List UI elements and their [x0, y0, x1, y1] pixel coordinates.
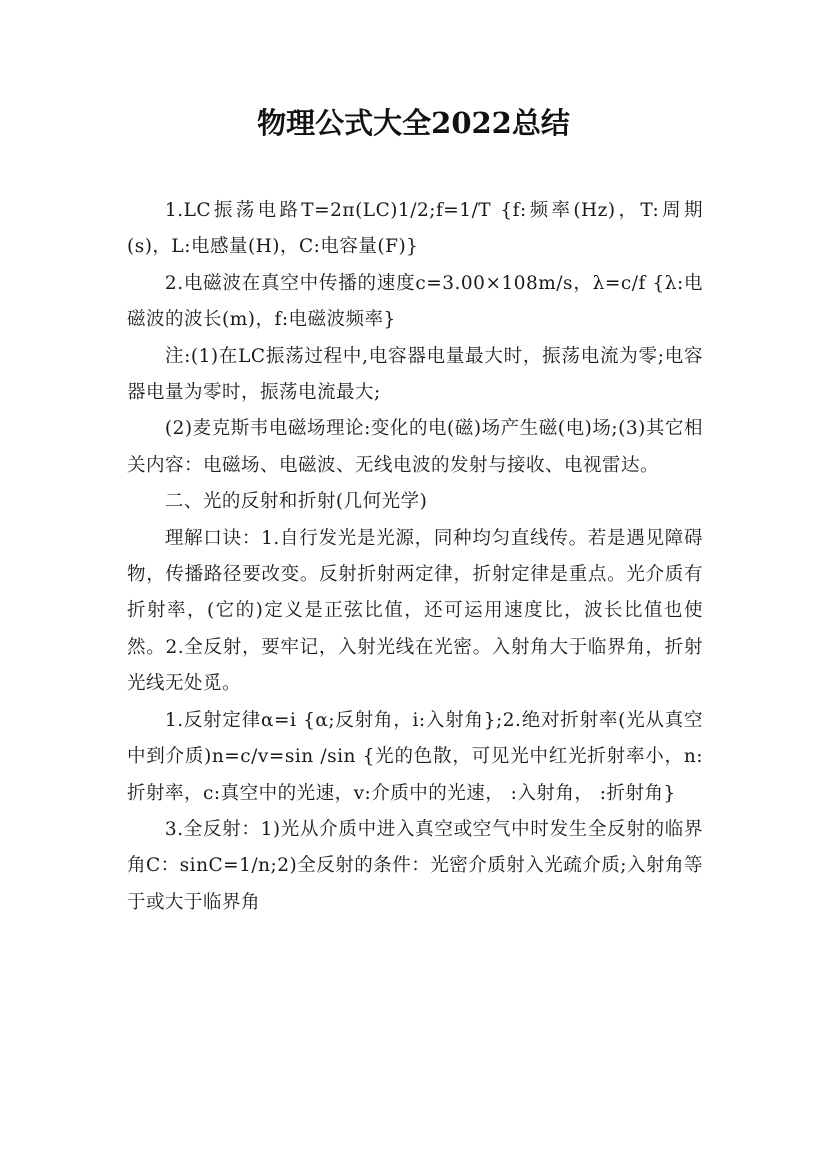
paragraph-em-wave-speed: 2.电磁波在真空中传播的速度c=3.00×108m/s，λ=c/f {λ:电磁波的波长(m)，f:电磁波频率} [127, 272, 703, 331]
section-heading-reflection-refraction: 二、光的反射和折射(几何光学) [164, 491, 428, 513]
paragraph-reflection-law: 1.反射定律α=i {α;反射角，i:入射角};2.绝对折射率(光从真空中到介质)n=c/v=sin /sin {光的色散，可见光中红光折射率小，n:折射率，c:真空中的光速，v:介质中的光速， :入射角， :折射角} [127, 709, 703, 804]
paragraph-mnemonic: 理解口诀：1.自行发光是光源，同种均匀直线传。若是遇见障碍物，传播路径要改变。反射折射两定律，折射定律是重点。光介质有折射率，(它的)定义是正弦比值，还可运用速度比，波长比值也使然。2.全反射，要牢记，入射光线在光密。入射角大于临界角，折射光线无处觅。 [127, 527, 703, 695]
paragraph-maxwell-theory: (2)麦克斯韦电磁场理论:变化的电(磁)场产生磁(电)场;(3)其它相关内容：电磁场、电磁波、无线电波的发射与接收、电视雷达。 [127, 418, 703, 476]
page-title: 物理公式大全2022总结 [257, 106, 570, 140]
paragraph-lc-oscillation: 1.LC振荡电路T=2π(LC)1/2;f=1/T {f:频率(Hz)，T:周期(s)，L:电感量(H)，C:电容量(F)} [127, 200, 703, 258]
document-body [127, 193, 703, 921]
paragraph-note-lc: 注:(1)在LC振荡过程中,电容器电量最大时，振荡电流为零;电容器电量为零时，振荡电流最大; [127, 345, 703, 404]
paragraph-total-reflection: 3.全反射：1)光从介质中进入真空或空气中时发生全反射的临界角C：sinC=1/n;2)全反射的条件：光密介质射入光疏介质;入射角等于或大于临界角 [127, 818, 704, 913]
